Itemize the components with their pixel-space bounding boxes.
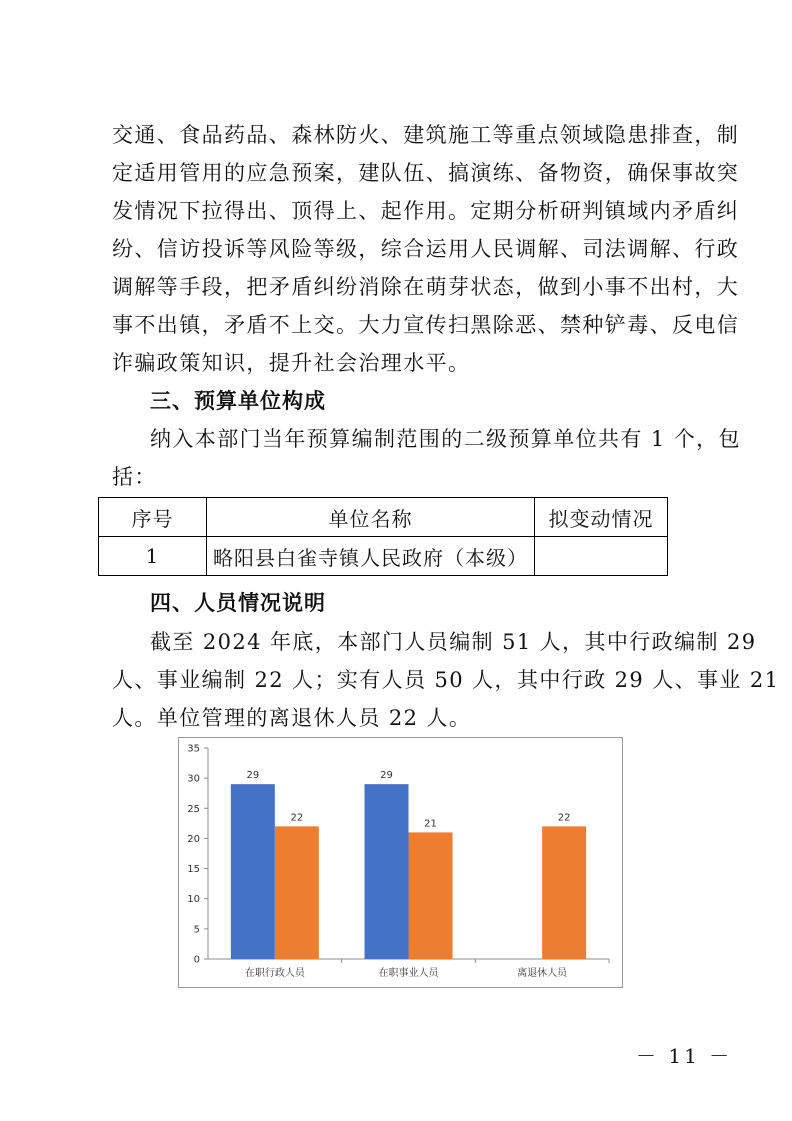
table-cell: 1 — [99, 537, 207, 576]
text-line: 截至 2024 年底，本部门人员编制 51 人，其中行政编制 29 — [150, 630, 757, 654]
x-tick-label: 在职事业人员 — [378, 968, 439, 979]
text-line: 括： — [112, 465, 157, 489]
data-label: 22 — [557, 812, 571, 824]
table-cell — [535, 537, 668, 576]
y-tick-label: 20 — [187, 833, 200, 845]
data-label: 22 — [290, 812, 304, 824]
y-tick-label: 35 — [187, 743, 200, 755]
text-line: 定适用管用的应急预案，建队伍、搞演练、备物资，确保事故突 — [112, 161, 740, 185]
page-number: － 11 － — [636, 1044, 733, 1068]
y-tick-label: 30 — [187, 773, 200, 785]
text-line: 纳入本部门当年预算编制范围的二级预算单位共有 1 个，包 — [150, 427, 741, 451]
data-label: 29 — [246, 770, 260, 782]
table-cell: 略阳县白雀寺镇人民政府（本级） — [207, 537, 535, 576]
y-tick-label: 10 — [187, 894, 200, 906]
y-tick-label: 0 — [193, 954, 200, 966]
text-line: 人。单位管理的离退休人员 22 人。 — [112, 706, 472, 730]
bar — [365, 784, 409, 959]
y-tick-label: 15 — [187, 864, 200, 876]
table-header-row — [99, 498, 668, 537]
data-label: 29 — [380, 770, 393, 782]
budget-unit-table — [98, 497, 668, 576]
data-label: 21 — [424, 818, 437, 830]
text-line: 事不出镇，矛盾不上交。大力宣传扫黑除恶、禁种铲毒、反电信 — [112, 313, 740, 337]
chart-canvas — [179, 738, 622, 987]
text-line: 纷、信访投诉等风险等级，综合运用人民调解、司法调解、行政 — [112, 237, 740, 261]
text-line: 人、事业编制 22 人；实有人员 50 人，其中行政 29 人、事业 21 — [112, 668, 780, 692]
text-line: 诈骗政策知识，提升社会治理水平。 — [112, 351, 471, 375]
section-4-heading: 四、人员情况说明 — [150, 591, 326, 615]
x-tick-label: 离退休人员 — [517, 968, 568, 979]
bar — [542, 826, 586, 959]
section-3-heading: 三、预算单位构成 — [150, 389, 326, 413]
staff-bar-chart — [178, 737, 623, 988]
y-tick-label: 25 — [187, 803, 200, 815]
table-header-cell: 单位名称 — [207, 498, 535, 537]
bar — [275, 826, 319, 959]
text-line: 发情况下拉得出、顶得上、起作用。定期分析研判镇域内矛盾纠 — [112, 199, 740, 223]
table-header-cell: 拟变动情况 — [535, 498, 668, 537]
y-tick-label: 5 — [193, 924, 200, 936]
text-line: 调解等手段，把矛盾纠纷消除在萌芽状态，做到小事不出村，大 — [112, 275, 740, 299]
text-line: 交通、食品药品、森林防火、建筑施工等重点领域隐患排查，制 — [112, 123, 740, 147]
table-row — [99, 537, 668, 576]
x-tick-label: 在职行政人员 — [244, 968, 305, 979]
bar — [231, 784, 275, 959]
bar — [409, 832, 453, 959]
table-header-cell: 序号 — [99, 498, 207, 537]
